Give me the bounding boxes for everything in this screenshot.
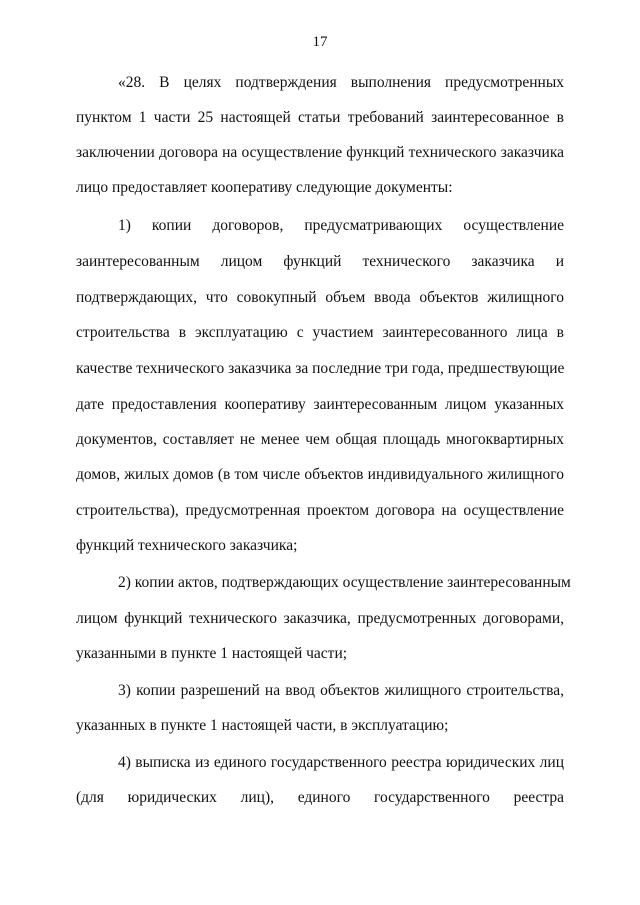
item-2-line-3: указанными в пункте 1 настоящей части; bbox=[76, 645, 348, 662]
paragraph-28-line-2: пунктом 1 части 25 настоящей статьи требований заинтересованное в bbox=[76, 109, 564, 126]
item-2-line-2: лицом функций технического заказчика, предусмотренных договорами, bbox=[76, 610, 564, 627]
item-4-line-2: (для юридических лиц), единого государственного реестра bbox=[76, 789, 564, 806]
item-1-line-1: 1) копии договоров, предусматривающих осуществление bbox=[118, 217, 564, 234]
page-number: 17 bbox=[312, 34, 328, 50]
item-3-line-2: указанных в пункте 1 настоящей части, в эксплуатацию; bbox=[76, 717, 449, 734]
item-1-line-8: домов, жилых домов (в том числе объектов индивидуального жилищного bbox=[76, 466, 564, 483]
item-1-line-3: подтверждающих, что совокупный объем ввода объектов жилищного bbox=[76, 289, 564, 306]
item-4-line-1: 4) выписка из единого государственного реестра юридических лиц bbox=[118, 754, 564, 771]
item-1-line-7: документов, составляет не менее чем общая площадь многоквартирных bbox=[76, 431, 564, 448]
item-2-line-1: 2) копии актов, подтверждающих осуществление заинтересованным bbox=[118, 574, 571, 591]
item-1-line-4: строительства в эксплуатацию с участием заинтересованного лица в bbox=[76, 324, 564, 341]
paragraph-28-line-1: «28. В целях подтверждения выполнения предусмотренных bbox=[118, 74, 564, 91]
item-1-line-9: строительства), предусмотренная проектом договора на осуществление bbox=[76, 502, 564, 519]
item-1-line-5: качестве технического заказчика за последние три года, предшествующие bbox=[76, 360, 565, 377]
paragraph-28-line-3: заключении договора на осуществление функций технического заказчика bbox=[76, 144, 564, 161]
item-1-line-10: функций технического заказчика; bbox=[76, 537, 298, 554]
item-1-line-2: заинтересованным лицом функций технического заказчика и bbox=[76, 253, 564, 270]
item-3-line-1: 3) копии разрешений на ввод объектов жилищного строительства, bbox=[118, 682, 564, 699]
item-1-line-6: дате предоставления кооперативу заинтересованным лицом указанных bbox=[76, 396, 564, 413]
paragraph-28-line-4: лицо предоставляет кооперативу следующие документы: bbox=[76, 179, 453, 196]
